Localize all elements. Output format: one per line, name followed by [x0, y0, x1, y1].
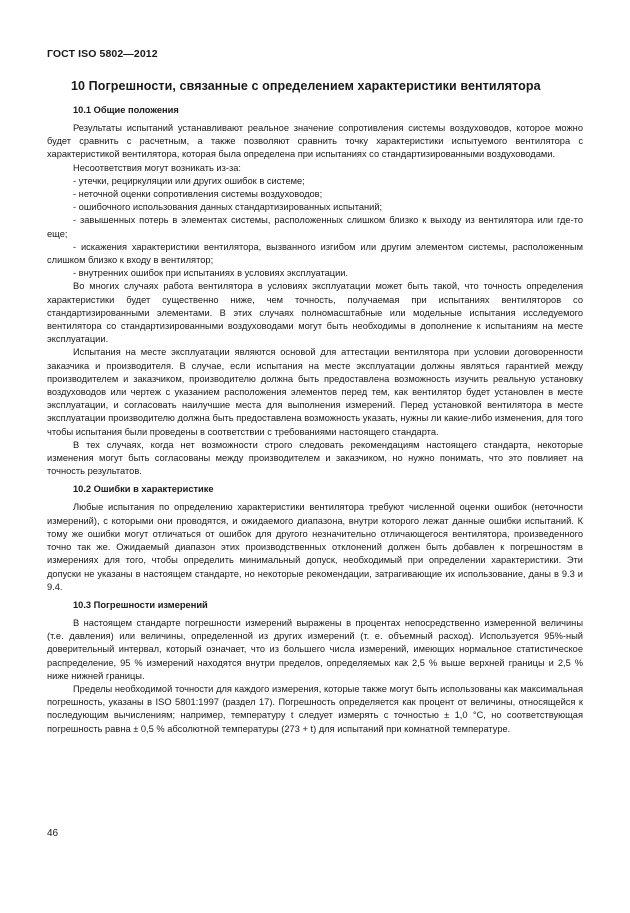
running-header: ГОСТ ISO 5802—2012 — [47, 48, 158, 60]
paragraph: Несоответствия могут возникать из-за: — [73, 162, 241, 173]
section-title: 10 Погрешности, связанные с определением характеристики вентилятора — [71, 79, 541, 93]
paragraph: Пределы необходимой точности для каждого измерения, которые также могут быть использованы как максимальная погрешность, указаны в ISO 5801:1997 (раздел 17). Погрешность определяется как процент от величины, относящейся к последующим вычислениям; например, температуру t следует измерять с точностью ± 1,0 °С, но соответствующая погрешность равна ± 0,5 % абсолютной температуры (273 + t) для испытаний при комнатной температуре. — [47, 683, 583, 734]
paragraph: В тех случаях, когда нет возможности строго следовать рекомендациям настоящего стандарта, некоторые изменения могут быть согласованы между производителем и заказчиком, но нужно понимать, что это повлияет на точность результатов. — [47, 439, 583, 477]
list-item: - завышенных потерь в элементах системы, расположенных слишком близко к выходу из вентилятора или где-то еще; — [47, 215, 583, 239]
list-item: - внутренних ошибок при испытаниях в условиях эксплуатации. — [73, 268, 349, 279]
page-number: 46 — [47, 828, 59, 839]
subsection-title-10-1: 10.1 Общие положения — [73, 105, 179, 115]
subsection-title-10-2: 10.2 Ошибки в характеристике — [73, 484, 214, 495]
list-item: - искажения характеристики вентилятора, вызванного изгибом или другим элементом системы, расположенным слишком близко к входу в вентилятор; — [47, 241, 583, 266]
paragraph: Результаты испытаний устанавливают реальное значение сопротивления системы воздуховодов, которое можно будет сравнить с расчетным, а также позволяют сравнить точку характеристики испытуемого вентилятора с характеристикой вентилятора, которая была определена при испытаниях со стандартизированными воздуховодами. — [47, 123, 583, 160]
paragraph: Во многих случаях работа вентилятора в условиях эксплуатации может быть такой, что точность определения характеристики будет существенно ниже, чем точность, получаемая при испытаниях вентиляторов со стандартизированными элементами. В этих случаях полномасштабные или модельные испытания исследуемого вентилятора со стандартизированными воздуховодами могут быть необходимы в дополнение к испытаниям на месте эксплуатации. — [47, 281, 583, 345]
paragraph: Любые испытания по определению характеристики вентилятора требуют численной оценки ошибок (неточности измерений), с которыми они проводятся, и ожидаемого диапазона, внутри которого лежат данные ошибки испытаний. К тому же ошибки могут отличаться от ошибок для другого незначительно отличающегося вентилятора, произведенного точно так же. Ожидаемый диапазон этих производственных отклонений должен быть добавлен к погрешностям в измерениях для того, чтобы определить минимальный допуск, необходимый при определении характеристики. Эти допуски не указаны в настоящем стандарте, но некоторые рекомендации, затрагивающие их использование, даны в 9.3 и 9.4. — [47, 502, 583, 592]
list-item: - ошибочного использования данных стандартизированных испытаний; — [73, 202, 383, 213]
list-item: - неточной оценки сопротивления системы воздуховодов; — [73, 189, 323, 200]
paragraph: Испытания на месте эксплуатации являются основой для аттестации вентилятора при условии договоренности заказчика и производителя. В случае, если испытания на месте эксплуатации должны являться гарантией между производителем и заказчиком, производителю должна быть предоставлена возможность изучить реальную установку воздуховодов или чертеж с указанием расположения элементов перед тем, как вентилятор будет установлен в месте эксплуатации, и согласовать наилучшие места для выполнения измерений. Перед установкой вентилятора в месте эксплуатации производителю должна быть предоставлена возможность указать, нужны ли какие-либо изменения, для того чтобы испытания были проведены в соответствии с требованиями настоящего стандарта. — [47, 347, 583, 437]
paragraph: В настоящем стандарте погрешности измерений выражены в процентах непосредственно измеренной величины (т.е. давления) или величины, определенной из других измерений (т. е. объемный расход). Используется 95%-ный доверительный интервал, который означает, что из большего числа измерений, имеющих нормальное статистическое распределение, 95 % измерений находятся внутри пределов, определяемых как 2,5 % выше верхней границы и 2,5 % ниже нижней границы. — [47, 617, 583, 681]
page-content — [47, 77, 583, 736]
list-item: - утечки, рециркуляции или других ошибок в системе; — [73, 175, 305, 186]
subsection-title-10-3: 10.3 Погрешности измерений — [73, 599, 208, 610]
